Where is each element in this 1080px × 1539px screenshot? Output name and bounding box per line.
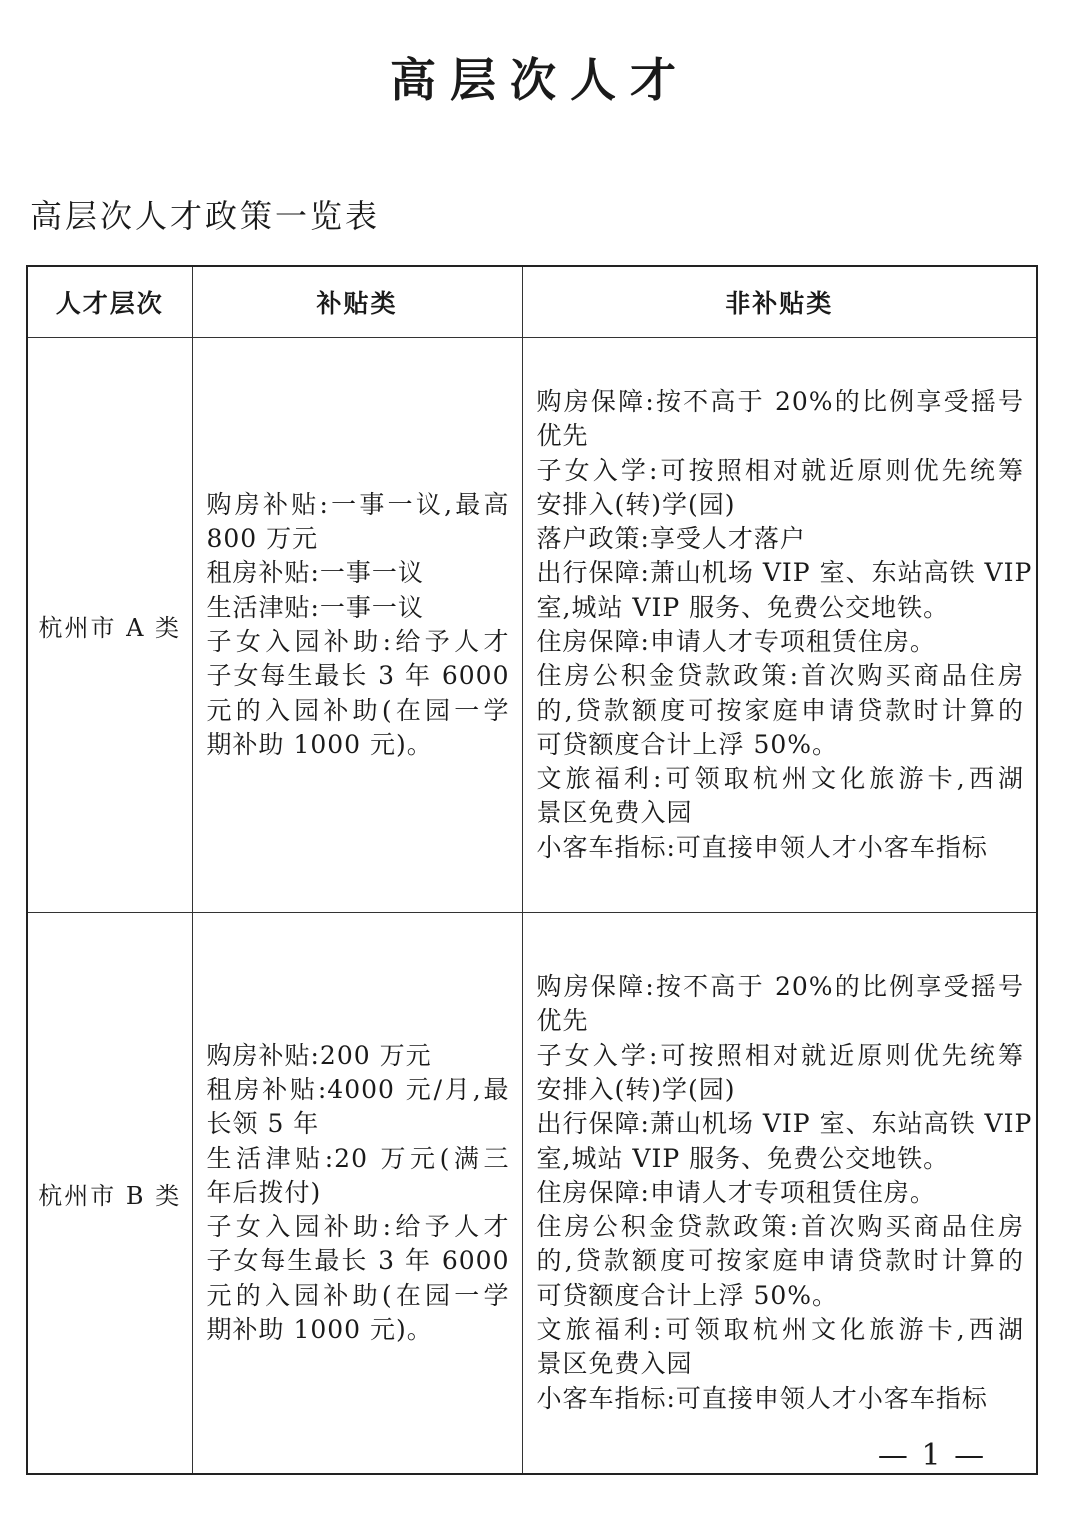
subsidy-cell	[192, 338, 522, 913]
non-subsidy-line: 购房保障:按不高于 20%的比例享受摇号	[536, 386, 1024, 416]
non-subsidy-line: 景区免费入园	[536, 1349, 693, 1379]
non-subsidy-line: 可贷额度合计上浮 50%。	[536, 1280, 839, 1310]
non-subsidy-line: 室,城站 VIP 服务、免费公交地铁。	[536, 1143, 950, 1173]
non-subsidy-line: 安排入(转)学(园)	[536, 489, 736, 519]
non-subsidy-line: 的,贷款额度可按家庭申请贷款时计算的	[536, 695, 1024, 725]
non-subsidy-line: 小客车指标:可直接申领人才小客车指标	[536, 832, 988, 862]
table-title: 高层次人才政策一览表	[30, 197, 381, 235]
non-subsidy-line: 小客车指标:可直接申领人才小客车指标	[536, 1383, 988, 1413]
non-subsidy-line: 可贷额度合计上浮 50%。	[536, 729, 839, 759]
non-subsidy-line: 室,城站 VIP 服务、免费公交地铁。	[536, 592, 950, 622]
non-subsidy-line: 购房保障:按不高于 20%的比例享受摇号	[536, 972, 1024, 1002]
non-subsidy-line: 落户政策:享受人才落户	[536, 524, 806, 554]
non-subsidy-line: 住房公积金贷款政策:首次购买商品住房	[536, 1212, 1024, 1242]
talent-level-cell: 杭州市 A 类	[27, 338, 192, 913]
subsidy-cell	[192, 913, 522, 1475]
subsidy-line: 子女入园补助:给予人才	[206, 627, 510, 656]
subsidy-line: 元的入园补助(在园一学	[206, 695, 510, 725]
subsidy-line: 购房补贴:200 万元	[206, 1040, 432, 1070]
talent-level-cell: 杭州市 B 类	[27, 913, 192, 1475]
subsidy-line: 元的入园补助(在园一学	[206, 1280, 510, 1310]
subsidy-line: 期补助 1000 元)。	[206, 729, 433, 759]
subsidy-line: 800 万元	[206, 524, 319, 554]
column-header-non-subsidy: 非补贴类	[522, 266, 1037, 338]
page-title: 高层次人才	[390, 53, 690, 107]
table-row-hangzhou-b	[27, 913, 1037, 1475]
subsidy-line: 年后拨付)	[206, 1177, 322, 1207]
non-subsidy-line: 优先	[536, 1006, 589, 1036]
page-number: — 1 —	[877, 1438, 987, 1473]
subsidy-line: 租房补贴:4000 元/月,最	[206, 1074, 510, 1104]
non-subsidy-line: 文旅福利:可领取杭州文化旅游卡,西湖	[536, 1315, 1024, 1345]
non-subsidy-line: 住房公积金贷款政策:首次购买商品住房	[536, 661, 1024, 691]
subsidy-line: 生活津贴:一事一议	[206, 592, 424, 622]
subsidy-line: 期补助 1000 元)。	[206, 1315, 433, 1345]
subsidy-line: 租房补贴:一事一议	[206, 558, 424, 588]
non-subsidy-line: 安排入(转)学(园)	[536, 1074, 736, 1104]
subsidy-line: 子女每生最长 3 年 6000	[206, 1246, 510, 1276]
table-row-hangzhou-a	[27, 338, 1037, 913]
column-header-level: 人才层次	[27, 266, 192, 338]
subsidy-line: 购房补贴:一事一议,最高	[206, 489, 510, 519]
subsidy-line: 生活津贴:20 万元(满三	[206, 1143, 510, 1173]
non-subsidy-line: 优先	[536, 421, 589, 451]
non-subsidy-line: 住房保障:申请人才专项租赁住房。	[536, 627, 936, 656]
subsidy-line: 子女入园补助:给予人才	[206, 1212, 510, 1242]
non-subsidy-line: 住房保障:申请人才专项租赁住房。	[536, 1177, 936, 1207]
non-subsidy-cell	[522, 913, 1037, 1475]
non-subsidy-line: 出行保障:萧山机场 VIP 室、东站高铁 VIP	[536, 1109, 1033, 1139]
non-subsidy-line: 文旅福利:可领取杭州文化旅游卡,西湖	[536, 764, 1024, 794]
subsidy-line: 子女每生最长 3 年 6000	[206, 661, 510, 691]
non-subsidy-cell	[522, 338, 1037, 913]
subsidy-line: 长领 5 年	[206, 1109, 320, 1139]
non-subsidy-line: 子女入学:可按照相对就近原则优先统筹	[536, 455, 1024, 485]
non-subsidy-line: 子女入学:可按照相对就近原则优先统筹	[536, 1040, 1024, 1070]
policy-table	[26, 265, 1038, 1475]
non-subsidy-line: 景区免费入园	[536, 798, 693, 828]
table-header-row	[27, 266, 1037, 338]
non-subsidy-line: 出行保障:萧山机场 VIP 室、东站高铁 VIP	[536, 558, 1033, 588]
column-header-subsidy: 补贴类	[192, 266, 522, 338]
non-subsidy-line: 的,贷款额度可按家庭申请贷款时计算的	[536, 1246, 1024, 1276]
